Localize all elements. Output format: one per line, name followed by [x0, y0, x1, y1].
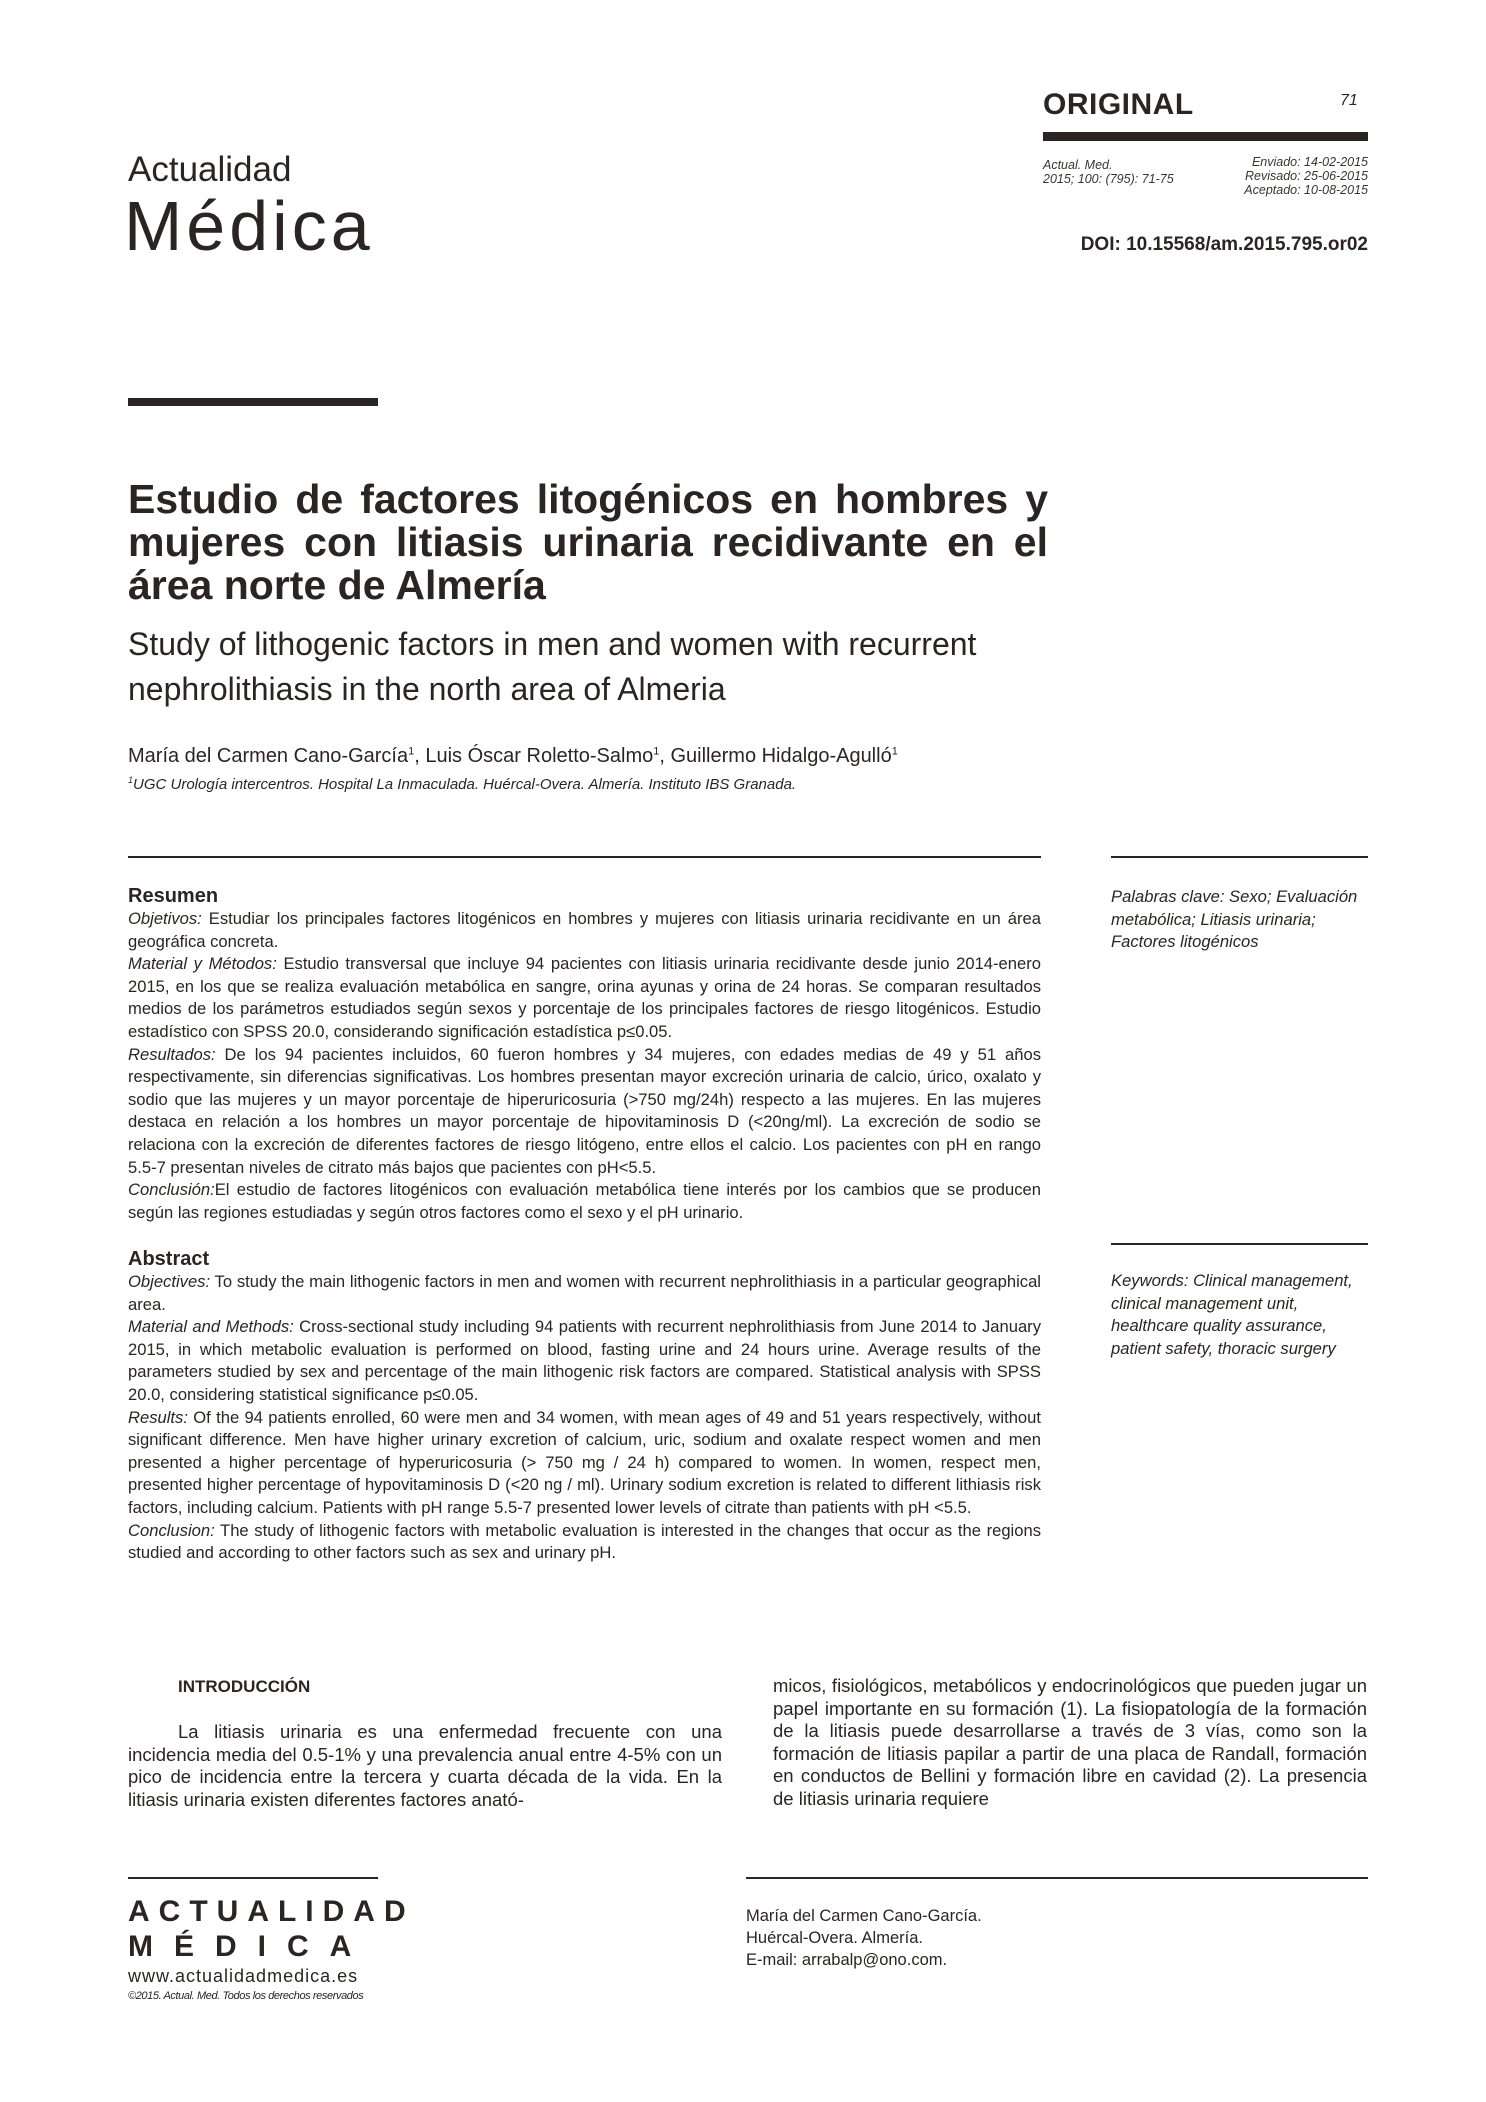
intro-column-right: [773, 1675, 1367, 1811]
submission-dates: [1150, 155, 1368, 197]
resumen-block: [128, 884, 1041, 1224]
label: Conclusión:: [128, 1180, 215, 1200]
contact-location: Huércal-Overa. Almería.: [746, 1929, 923, 1947]
resumen-rule: [128, 856, 1041, 858]
resumen-objetivos: Objetivos: Estudiar los principales factores litogénicos en hombres y mujeres con litiasis urinaria recidivante en un área geográfica concreta.: [128, 909, 1041, 951]
author-name: María del Carmen Cano-García: [128, 745, 409, 767]
author-name: Luis Óscar Roletto-Salmo: [425, 745, 654, 767]
intro-paragraph-left: La litiasis urinaria es una enfermedad frecuente con una incidencia media del 0.5-1% y una prevalencia anual entre 4-5% con un pico de incidencia entre la tercera y cuarta década de la vida. En la litiasis urinaria existen diferentes factores anató-: [128, 1721, 722, 1810]
abstract-block: [128, 1247, 1041, 1565]
author-name: Guillermo Hidalgo-Agulló: [670, 745, 892, 767]
citation-journal: Actual. Med.: [1043, 158, 1113, 172]
date-sent: Enviado: 14-02-2015: [1251, 155, 1368, 169]
label: Material and Methods:: [128, 1317, 294, 1337]
intro-paragraph-right: micos, fisiológicos, metabólicos y endocrinológicos que pueden jugar un papel importante en su formación (1). La fisiopatología de la formación de la litiasis puede desarrollarse a través de 3 vías, como son la formación de litiasis papilar a partir de una placa de Randall, formación en conductos de Bellini y formación libre en cavidad (2). La presencia de litiasis urinaria requiere: [773, 1675, 1367, 1809]
label: Conclusion:: [128, 1520, 215, 1540]
affiliation: [128, 775, 1078, 793]
intro-heading: INTRODUCCIÓN: [178, 1677, 311, 1696]
abstract-heading: Abstract: [128, 1248, 210, 1270]
author-affiliation-mark: 1: [891, 745, 898, 758]
label: Resultados:: [128, 1044, 216, 1064]
affiliation-text: UGC Urología intercentros. Hospital La Inmaculada. Huércal-Overa. Almería. Instituto IBS Granada.: [133, 776, 797, 793]
resumen-heading: Resumen: [128, 885, 219, 907]
abstract-objectives: Objectives: To study the main lithogenic factors in men and women with recurrent nephrolithiasis in a particular geographical area.: [128, 1272, 1041, 1314]
title-english: Study of lithogenic factors in men and women with recurrent nephrolithiasis in the north area of Almeria: [128, 626, 977, 707]
journal-logo-bottom: Médica: [124, 187, 374, 265]
citation-volume: 2015; 100: (795): 71-75: [1043, 172, 1174, 186]
footer-copyright: ©2015. Actual. Med. Todos los derechos reservados: [128, 1990, 364, 2002]
author-affiliation-mark: 1: [653, 745, 660, 758]
keywords-es-rule: [1111, 856, 1368, 858]
abstract-conclusion: Conclusion: The study of lithogenic factors with metabolic evaluation is interested in the changes that occur as the regions studied and according to other factors such as sex and urinary pH.: [128, 1520, 1041, 1563]
resumen-metodos: Material y Métodos: Estudio transversal que incluye 94 pacientes con litiasis urinaria recidivante desde junio 2014-enero 2015, en los que se realiza evaluación metabólica en sangre, orina ayunas y orina de 24 horas. Se comparan resultados medios de los parámetros estudiados según sexos y porcentaje de los principales factores de riesgo litogénicos. Estudio estadístico con SPSS 20.0, considerando significación estadística p≤0.05.: [128, 954, 1041, 1041]
contact-email[interactable]: E-mail: arrabalp@ono.com.: [746, 1951, 948, 1969]
date-accepted: Aceptado: 10-08-2015: [1244, 183, 1368, 197]
journal-logo-top: Actualidad: [128, 150, 292, 189]
abstract-results: Results: Of the 94 patients enrolled, 60 were men and 34 women, with mean ages of 49 and 51 years respectively, without significant difference. Men have higher urinary excretion of calcium, uric, sodium and oxalate respect women and men presented a higher percentage of hyperuricosuria (> 750 mg / 24 h) compared to women. In women, respect men, presented higher percentage of hypovitaminosis D (<20 ng / ml). Urinary sodium excretion is related to different lithiasis risk factors, including calcium. Patients with pH range 5.5-7 presented lower levels of citrate than patients with pH <5.5.: [128, 1407, 1041, 1517]
affiliation-mark: 1: [128, 775, 134, 785]
logo-rule: [128, 398, 378, 406]
keywords-en-rule: [1111, 1243, 1368, 1245]
keywords: Keywords: Clinical management, clinical management unit, healthcare quality assurance, patient safety, thoracic surgery: [1111, 1271, 1353, 1358]
label: Objectives:: [128, 1272, 211, 1291]
resumen-resultados: Resultados: De los 94 pacientes incluidos, 60 fueron hombres y 34 mujeres, con edades medias de 49 y 51 años respectivamente, sin diferencias significativas. Los hombres presentan mayor excreción urinaria de calcio, úrico, oxalato y sodio que las mujeres y un mayor porcentaje de hiperuricosuria (>750 mg/24h) respecto a las mujeres. En las mujeres destaca en relación a los hombres un mayor porcentaje de hipovitaminosis D (<20ng/ml). La excreción de sodio se relaciona con la excreción de diferentes factores de riesgo litógeno, entre ellos el calcio. Los pacientes con pH en rango 5.5-7 presentan niveles de citrato más bajos que pacientes con pH<5.5.: [128, 1044, 1041, 1177]
contact-name: María del Carmen Cano-García.: [746, 1907, 982, 1925]
footer-brand-line1: ACTUALIDAD: [128, 1895, 415, 1928]
correspondence-contact: [746, 1905, 982, 1971]
abstract-methods: Material and Methods: Cross-sectional study including 94 patients with recurrent nephrolithiasis from June 2014 to January 2015, in which metabolic evaluation is performed on blood, fasting urine and 24 hours urine. Average results of the parameters studied by sex and percentage of the main lithogenic risk factors are compared. Statistical analysis with SPSS 20.0, considering statistical significance p≤0.05.: [128, 1317, 1041, 1404]
resumen-conclusion: Conclusión:El estudio de factores litogénicos con evaluación metabólica tiene interés por los cambios que se producen según las regiones estudiadas y según otros factores como el sexo y el pH urinario.: [128, 1180, 1041, 1222]
footer-brand-rule: [128, 1877, 378, 1879]
header-rule: [1043, 132, 1368, 141]
section-label: ORIGINAL: [1043, 88, 1194, 121]
palabras-clave: Palabras clave: Sexo; Evaluación metabólica; Litiasis urinaria; Factores litogénicos: [1111, 887, 1358, 952]
page-number: 71: [1340, 92, 1358, 109]
date-revised: Revisado: 25-06-2015: [1245, 169, 1368, 183]
label: Objetivos:: [128, 909, 202, 928]
footer-brand-line2: MÉDICA: [128, 1930, 373, 1963]
title-spanish: Estudio de factores litogénicos en hombres y mujeres con litiasis urinaria recidivante en el área norte de Almería: [128, 476, 1048, 608]
footer-contact-rule: [746, 1877, 1368, 1879]
intro-column-left: [128, 1721, 722, 1811]
label: Material y Métodos:: [128, 954, 277, 974]
footer-url-link[interactable]: www.actualidadmedica.es: [128, 1966, 359, 1986]
label: Results:: [128, 1407, 188, 1427]
author-affiliation-mark: 1: [408, 745, 415, 758]
author-list: María del Carmen Cano-García$^1$, Luis Óscar Roletto-Salmo$^1$, Guillermo Hidalgo-Agulló$^1$: [128, 745, 898, 767]
doi-link[interactable]: DOI: 10.15568/am.2015.795.or02: [1080, 234, 1368, 255]
